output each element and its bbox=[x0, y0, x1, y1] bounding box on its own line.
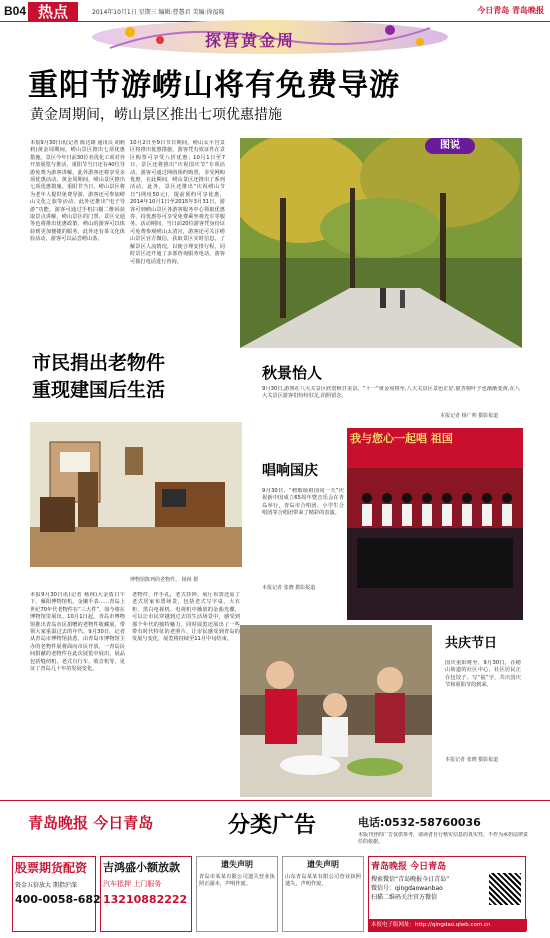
concert-photo bbox=[347, 428, 523, 620]
ad-box-wechat-title: 青岛晚报 今日青岛 bbox=[371, 862, 447, 872]
page-number: B04 bbox=[4, 4, 27, 18]
issue-meta: 2014年10月1日 星期三 编辑:曹慧君 美编:徐福隆 bbox=[92, 9, 225, 16]
festival-caption-text: 国庆重阳将至，9月30日，在崂山街道的社区中心，社区居民正在包饺子、写“福”字，共庆国庆节和重阳节的到来。 bbox=[445, 660, 521, 689]
ad-box-stock-phone: 400-0058-682 bbox=[15, 893, 101, 906]
museum-photo bbox=[30, 422, 242, 567]
photo-badge: 图说 bbox=[425, 138, 475, 154]
right-label: 今日青岛 bbox=[477, 6, 510, 15]
ad-box-wechat-footer: 本报电子版网址：http://qingdao.qlwb.com.cn bbox=[369, 919, 527, 931]
ad-box-lost-1-body: 青岛市某某有限公司遗失营业执照正副本，声明作废。 bbox=[199, 874, 275, 888]
ad-paper-name: 青岛晚报 bbox=[28, 814, 89, 832]
festival-scene bbox=[240, 625, 432, 797]
ad-phone-number: 0532-58760036 bbox=[384, 816, 481, 829]
museum-credit: 杨林 摄 bbox=[181, 577, 199, 583]
story2-column-1: 本报9月30日讯(记者 杨林)大金盾日午下，雁阳博物馆机，金镶手表……青岛上世纪70年代老物件在“三大件”，如今将在博物馆里展出。10月1日起，青岛市博物馆推出青岛市民捐赠的老物件收藏展，带领大家重温过去的年代。9月30日，记者从青岛市博物馆获悉，由青岛市博物馆主办的老物件展将面向市民开放，一青岛民间捐献的老物件在此次展览中展出，展品包括缝纫机、老式自行车、收音机等，见证了青岛几十年的发展变化。 bbox=[30, 592, 125, 673]
story2-title-line-2: 重现建国后生活 bbox=[32, 379, 166, 401]
ad-section-title: 分类广告 bbox=[228, 813, 317, 838]
festival-photo bbox=[240, 625, 432, 797]
ad-box-wechat-line-2: 微信号：qingdaowanbao bbox=[371, 885, 443, 892]
ad-box-lost-2-body: 山东青岛某某有限公司营业执照遗失，声明作废。 bbox=[285, 874, 361, 888]
autumn-caption-text: 9月30日,游客在八大关景区欣赏秋日美景。“十一”黄金周将至,八大关景区景色正好,银杏树叶子也渐渐变黄,在八大关景区游客们纷纷驻足,拍照留念。 bbox=[262, 386, 520, 400]
autumn-credit: 本报记者 杨广帅 摄影报道 bbox=[440, 413, 499, 419]
ad-paper-sub: 今日青岛 bbox=[93, 814, 154, 832]
concert-banner-text: 我与您心一起唱 祖国 bbox=[350, 432, 453, 445]
concert-caption-title: 唱响国庆 bbox=[262, 463, 318, 479]
concert-caption-text: 9月30日，“崂歌颂祖国同一天”庆祝新中国成立65周年暨音乐会在青岛举行，青岛市合唱团、小学生合唱团等合唱团带来了精彩的表演。 bbox=[262, 488, 344, 517]
subheadline: 黄金周期间，崂山景区推出七项优惠措施 bbox=[30, 107, 282, 123]
autumn-photo bbox=[240, 138, 522, 348]
ad-box-stock bbox=[12, 856, 101, 932]
story2-title-line-1: 市民捐出老物件 bbox=[32, 352, 166, 374]
museum-caption-text: 博物馆陈列的老物件。 bbox=[130, 577, 181, 583]
paper-name: 青岛晚报 bbox=[512, 6, 544, 15]
festival-credit: 本报记者 张晓 摄影报道 bbox=[445, 757, 499, 763]
ad-box-lost-2-title: 遗失声明 bbox=[307, 860, 339, 869]
concert-scene bbox=[347, 428, 523, 620]
ad-phone-label: 电话: bbox=[358, 816, 385, 829]
ad-box-lost-1-title: 遗失声明 bbox=[221, 860, 253, 869]
ad-box-lost-2 bbox=[282, 856, 364, 932]
ad-box-loan bbox=[100, 856, 192, 932]
headline: 重阳节游崂山将有免费导游 bbox=[28, 68, 400, 103]
story2-title bbox=[32, 350, 165, 404]
ad-box-wechat bbox=[368, 856, 526, 932]
ad-box-wechat-line-3: 扫描二维码关注官方微信 bbox=[371, 894, 438, 901]
header-paper-label bbox=[477, 5, 544, 16]
ad-paper-logo bbox=[28, 812, 153, 833]
ad-box-loan-phone: 13210882222 bbox=[103, 893, 188, 906]
concert-credit: 本报记者 张晓 摄影报道 bbox=[262, 585, 316, 591]
ad-box-loan-title: 吉鸿盛小额放款 bbox=[103, 861, 180, 874]
story2-column-2: 老物件，伴手礼，老式挂钟。展厅布置还原了老式居家布置场景，包括老式写字桌、大衣柜、黑白电视机、电视机中播放的金曲光碟，可以让市民穿越到过去的生活场景中，感受到那个年代的独特魅力。同时展览还展出了一些带有时代特征的老照片，让市民感受到青岛的发展与变化，展览将持续至11月中旬结束。 bbox=[132, 592, 240, 643]
festival-caption-title: 共庆节日 bbox=[445, 636, 498, 651]
ad-box-lost-1 bbox=[196, 856, 278, 932]
ad-box-loan-sub: 汽车抵押 上门服务 bbox=[103, 880, 162, 888]
autumn-scene bbox=[240, 138, 522, 348]
section-tab: 热点 bbox=[28, 2, 78, 22]
museum-photo-caption bbox=[130, 576, 198, 583]
ad-box-stock-title: 股票期货配资 bbox=[15, 861, 88, 875]
qr-code-icon bbox=[489, 873, 521, 905]
banner-text: 探营黄金周 bbox=[205, 31, 296, 50]
ad-box-wechat-line-1: 搜索微信“青岛晚报今日青岛” bbox=[371, 876, 450, 883]
autumn-caption-title: 秋景怡人 bbox=[262, 364, 323, 382]
ad-top-rule bbox=[0, 800, 550, 801]
ad-notice: 本版刊登的广告仅供参考，请读者自行核实信息的真实性，不作为承担法律责任的依据。 bbox=[358, 832, 528, 846]
ad-phone bbox=[358, 814, 481, 830]
article-column-2: 10月2日至9日节日期间，崂山太平宫景区将推出优惠措施，游客凭有效证件在景区购票可享受八折优惠；10月1日至7日，景区还将推出“庆祝国庆节”专项活动，游客可通过网络预约购票，享受网购优惠，在此期间，崂山景区还推出了系列活动。此外，景区还推出“庆祝崂山节日”(网址50元)，提前预约可享优惠，2014年10月1日至2015年3月31日，游客可到崂山景区各游客服务中心领取优惠券，持优惠券可享受免费乘坐观光车等服务。活动期间，当日前20位游客凭身份证可免费参观崂山太清宫，游客还可关注崂山景区官方微信，获取景区实时信息，了解景区人流情况，以便合理安排行程，同时景区还开通了多部咨询服务电话，游客可拨打电话进行咨询。 bbox=[130, 140, 225, 265]
article-column-1: 本报9月30日讯(记者 陈达雄 通讯员 胡莉莉)黄金周期间，崂山景区推出七项优惠措施。景区今年日前30位名优化工项对外开放展览与推活，重阳节当日还有40位导游免费为游客讲解，此外游客还将享受多项优惠活动。黄金周期间，崂山景区推出七项优惠措施。重阳节当日，崂山景区将为老年人提供免费导游，游客还可参加崂山文化之旅等活动，此外还推出“电子导游”功能，游客可通过手机扫描二维码获取景点讲解，崂山景区的门票、景区交通等也将推出优惠政策，崂山的游客可以体验到更加便捷的服务，此外还有茶文化体验活动，游客可以品尝崂山茶。 bbox=[30, 140, 125, 243]
ad-box-stock-sub: 资金五倍放大 期指沪深 bbox=[15, 882, 77, 889]
museum-scene bbox=[30, 422, 242, 567]
